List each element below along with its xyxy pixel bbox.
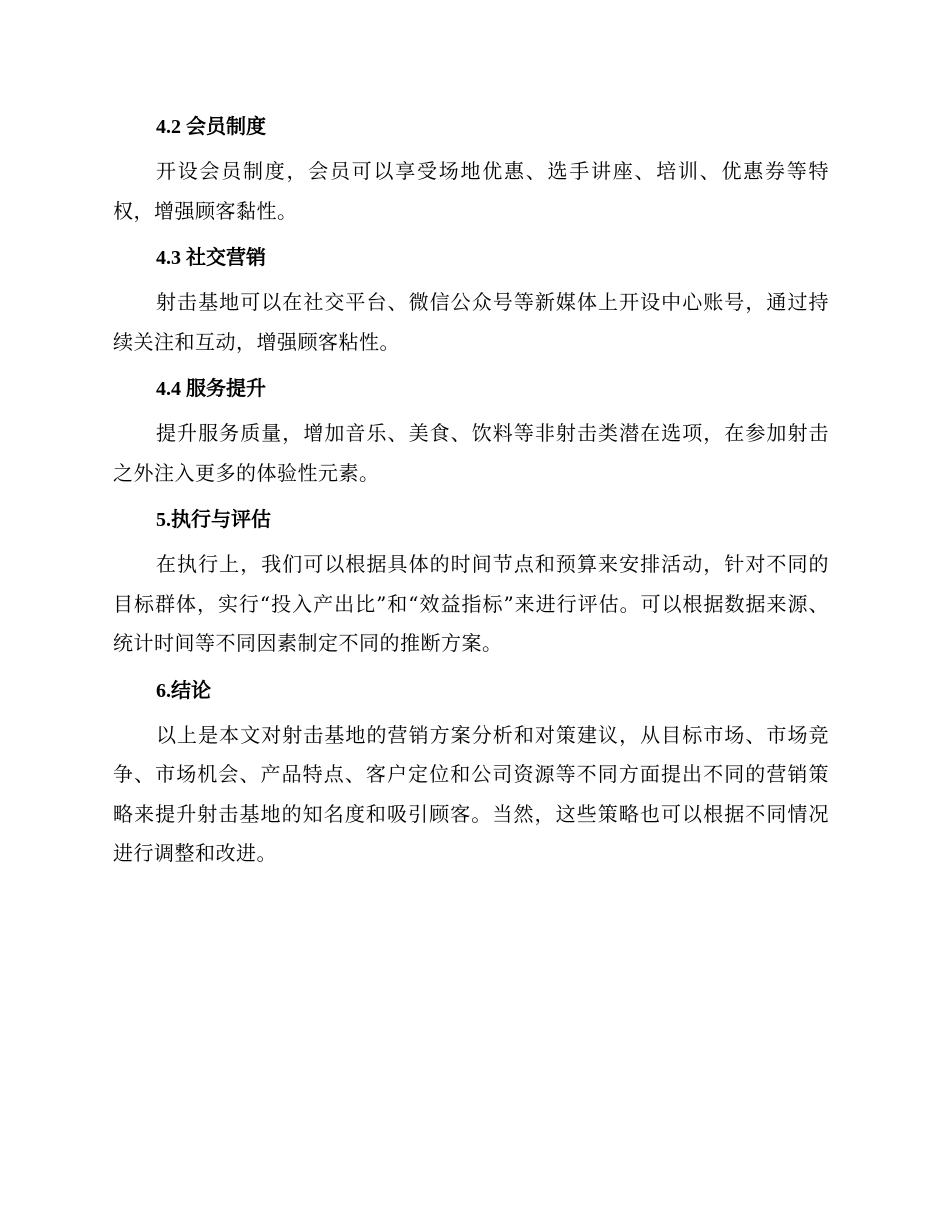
section-paragraph: 开设会员制度，会员可以享受场地优惠、选手讲座、培训、优惠券等特权，增强顾客黏性。 (113, 159, 829, 223)
document-body (113, 108, 829, 874)
section-paragraph: 以上是本文对射击基地的营销方案分析和对策建议，从目标市场、市场竞争、市场机会、产品特点、客户定位和公司资源等不同方面提出不同的营销策略来提升射击基地的知名度和吸引顾客。当然，这些策略也可以根据不同情况进行调整和改进。 (113, 722, 829, 865)
section-heading: 4.3 社交营销 (156, 247, 266, 269)
section-membership (113, 108, 829, 239)
section-service-upgrade (113, 370, 829, 501)
section-conclusion (113, 672, 829, 874)
section-heading: 4.4 服务提升 (156, 378, 266, 400)
section-paragraph: 提升服务质量，增加音乐、美食、饮料等非射击类潜在选项，在参加射击之外注入更多的体验性元素。 (113, 421, 829, 485)
section-paragraph: 在执行上，我们可以根据具体的时间节点和预算来安排活动，针对不同的目标群体，实行“投入产出比”和“效益指标”来进行评估。可以根据数据来源、统计时间等不同因素制定不同的推断方案。 (113, 552, 829, 655)
section-heading: 5.执行与评估 (156, 509, 271, 531)
section-execution-evaluation (113, 501, 829, 672)
section-social-marketing (113, 239, 829, 370)
section-heading: 6.结论 (156, 679, 211, 702)
section-paragraph: 射击基地可以在社交平台、微信公众号等新媒体上开设中心账号，通过持续关注和互动，增强顾客粘性。 (113, 290, 829, 354)
section-heading: 4.2 会员制度 (156, 116, 266, 138)
